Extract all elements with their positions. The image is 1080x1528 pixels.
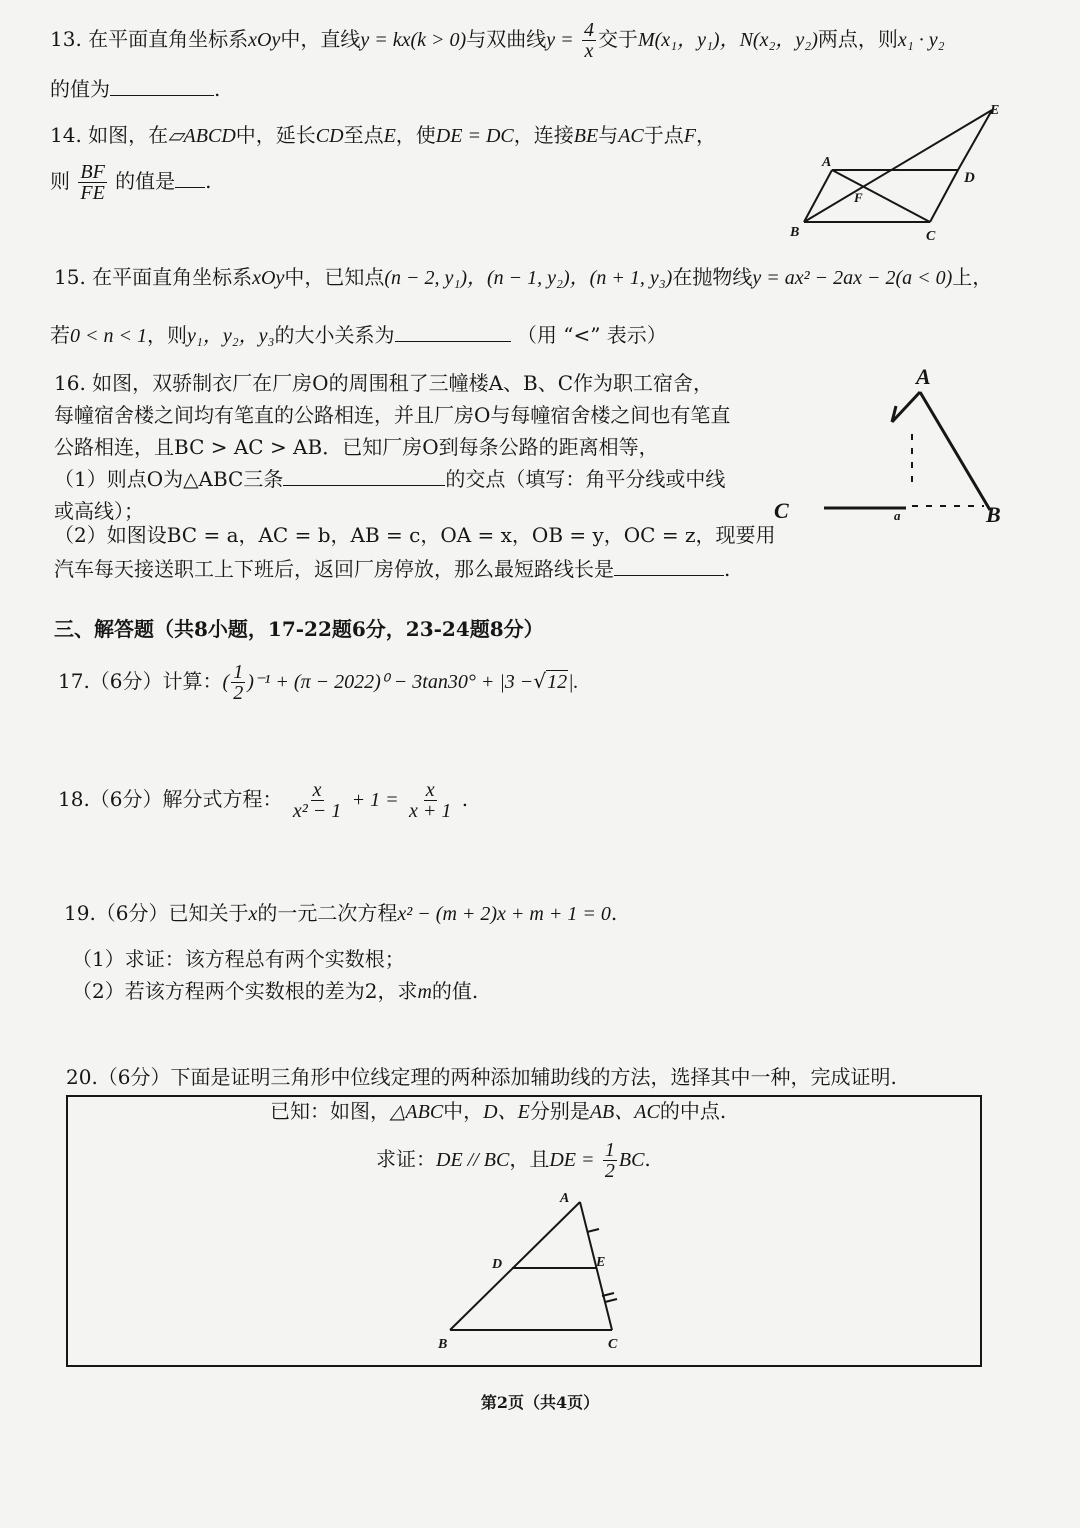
q13-line2: 的值为 . bbox=[50, 77, 221, 101]
q18-line: 18.（6分）解分式方程： $\frac{x}{\text{x² − 1}}$ + 1 = $\frac{x}{x + 1}$ . bbox=[58, 779, 469, 822]
q16-line6: （2）如图设BC = a，AC = b，AB = c，OA = x，OB = y，OC = z，现要用 bbox=[54, 523, 776, 547]
q16-answer-blank-2[interactable] bbox=[614, 557, 724, 576]
q19-line1: 19.（6分）已知关于x的一元二次方程x² − (m + 2)x + m + 1 = 0. bbox=[64, 901, 618, 925]
q16-label-c: C bbox=[774, 498, 789, 523]
q20-label-c: C bbox=[608, 1337, 618, 1352]
q17-line: 17.（6分）计算：( $\frac{1}{2}$ )⁻¹ + (π − 2022)⁰ − 3tan30° + |3 −√12|. bbox=[58, 661, 579, 704]
q14-label-b: B bbox=[790, 225, 800, 240]
q18-fraction-1: $\frac{x}{\text{x² − 1}}$ bbox=[292, 779, 342, 822]
q13-line1: 13. 在平面直角坐标系xOy中，直线y = kx(k > 0)与双曲线y = $\frac{4}{x}$ 交于M(x₁，y₁)，N(x₂，y₂)两点，则x₁ · y₂ bbox=[50, 19, 945, 62]
q19-line3: （2）若该方程两个实数根的差为2，求m的值. bbox=[72, 979, 479, 1003]
q20-lead: 20.（6分）下面是证明三角形中位线定理的两种添加辅助线的方法，选择其中一种，完成证明. bbox=[66, 1065, 897, 1089]
q14-label-c: C bbox=[926, 229, 936, 244]
q20-fraction: $\frac{1}{2}$ bbox=[604, 1139, 615, 1182]
q20-triangle-figure bbox=[430, 1186, 630, 1352]
q14-line1: 14. 如图，在▱ABCD中，延长CD至点E，使DE = DC，连接BE与AC于点F， bbox=[50, 123, 716, 147]
q16-line1: 16. 如图，双骄制衣厂在厂房O的周围租了三幢楼A、B、C作为职工宿舍， bbox=[54, 371, 714, 395]
q20-label-a: A bbox=[560, 1191, 570, 1206]
q14-label-a: A bbox=[822, 155, 832, 170]
page-footer: 第2页（共4页） bbox=[480, 1393, 600, 1412]
q16-label-b: B bbox=[986, 502, 1001, 527]
q16-answer-blank-1[interactable] bbox=[283, 467, 445, 486]
q16-line7: 汽车每天接送职工上下班后，返回厂房停放，那么最短路线长是 . bbox=[54, 557, 731, 581]
q18-fraction-2: $\frac{x}{x + 1}$ bbox=[408, 779, 452, 822]
q15-line1: 15. 在平面直角坐标系xOy中，已知点(n − 2, y₁)，(n − 1, y₂)，(n + 1, y₃)在抛物线y = ax² − 2ax − 2(a < 0)上， bbox=[54, 265, 993, 289]
q20-given: 已知：如图，△ABC中，D、E分别是AB、AC的中点. bbox=[270, 1099, 727, 1123]
q16-line4: （1）则点O为△ABC三条 的交点（填写：角平分线或中线 bbox=[54, 467, 726, 491]
q16-line5: 或高线）； bbox=[54, 499, 144, 523]
q14-parallelogram-figure bbox=[780, 98, 1020, 246]
q16-label-a: A bbox=[916, 364, 931, 389]
q17-fraction: $\frac{1}{2}$ bbox=[233, 661, 244, 704]
q20-prove: 求证：DE // BC，且DE = $\frac{1}{2}$ BC. bbox=[376, 1139, 651, 1182]
q14-line2: 则 $\frac{BF}{FE}$ 的值是 . bbox=[50, 161, 212, 204]
q16-line2: 每幢宿舍楼之间均有笔直的公路相连，并且厂房O与每幢宿舍楼之间也有笔直 bbox=[54, 403, 731, 427]
q14-label-d: D bbox=[964, 170, 975, 186]
q14-answer-blank[interactable] bbox=[175, 169, 205, 188]
q13-fraction: $\frac{4}{x}$ bbox=[583, 19, 594, 62]
q16-triangle-figure bbox=[768, 362, 1038, 532]
q14-label-f: F bbox=[854, 190, 863, 205]
q13-answer-blank[interactable] bbox=[110, 77, 214, 96]
q16-line3: 公路相连，且BC > AC > AB．已知厂房O到每条公路的距离相等， bbox=[54, 435, 659, 459]
q15-answer-blank[interactable] bbox=[395, 323, 511, 342]
q16-label-a-side: a bbox=[894, 508, 901, 523]
section3-heading: 三、解答题（共8小题，17-22题6分，23-24题8分） bbox=[54, 617, 544, 641]
q15-line2: 若0 < n < 1，则y₁，y₂，y₃的大小关系为 （用 “<” 表示） bbox=[50, 323, 667, 347]
q19-line2: （1）求证：该方程总有两个实数根； bbox=[72, 947, 405, 971]
q20-label-d: D bbox=[492, 1257, 503, 1272]
q20-label-e: E bbox=[596, 1255, 606, 1270]
q20-label-b: B bbox=[438, 1337, 448, 1352]
q14-fraction: $\frac{BF}{FE}$ bbox=[80, 161, 105, 204]
q14-label-e: E bbox=[990, 103, 1000, 118]
